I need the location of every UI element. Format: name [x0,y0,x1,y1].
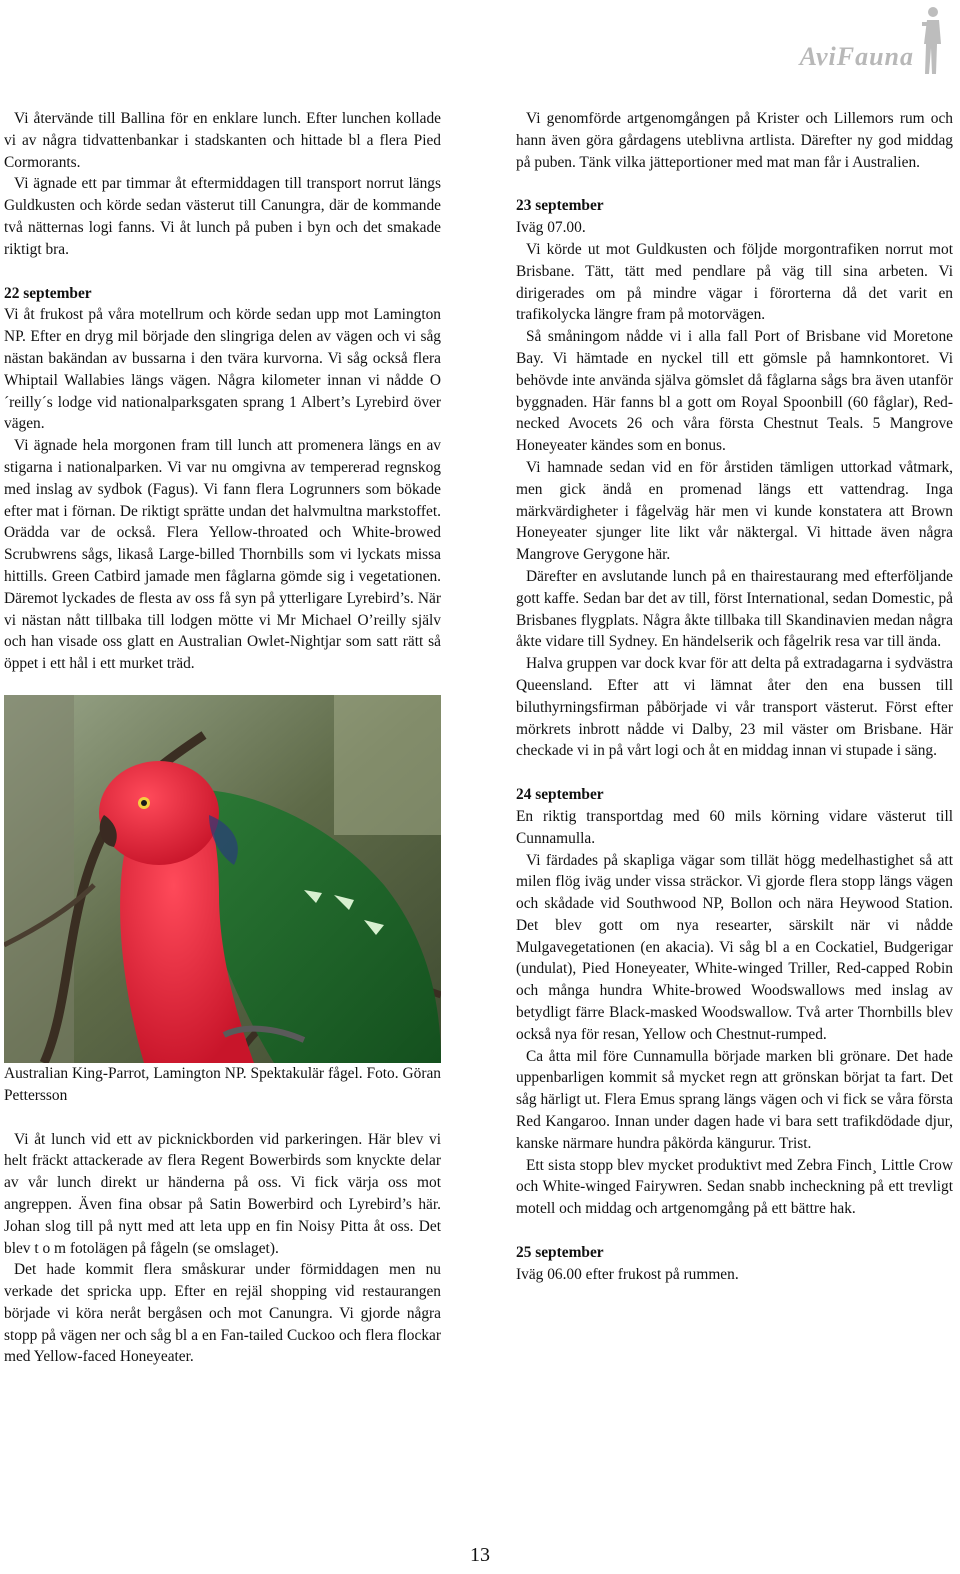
birdwatcher-icon [918,4,948,76]
left-column [4,108,441,1368]
logo-text [800,42,914,72]
body-paragraph: Ca åtta mil före Cunnamulla började marken bli grönare. Det hade uppenbarligen kommit så mycket regn att grönskan börjat ta fart. Det såg härligt ut. Flera Emus sprang längs vägen och vi fick se våra första Red Kangaroo. Innan under dagen hade vi bara sett trafikdödade djur, kanske närmare hundra påkörda kängurur. Trist. [516,1047,953,1152]
page-number: 13 [470,1544,490,1566]
body-paragraph: Ett sista stopp blev mycket produktivt med Zebra Finch¸ Little Crow och White-winged Fairywren. Sedan snabb incheckning på ett trevligt motell och middag och artgenomgång på ett bättre hak. [516,1156,953,1218]
body-paragraph: Därefter en avslutande lunch på en thairestaurang med efterföljande gott kaffe. Sedan bar det av till, först International, sedan Domestic, på Brisbanes flygplats. Några åkte tillbaka till Skandinavien medan några åkte vidare till Sydney. En händelserik och fågelrik resa var till ända. [516,567,953,651]
logo-word: AviFauna [799,42,914,71]
right-column [516,108,953,1286]
king-parrot-photo [4,695,441,1063]
body-paragraph: Vi åt frukost på våra motellrum och körde sedan upp mot Lamington NP. Efter en dryg mil började den slingriga delen av vägen och vi såg nästan bakändan av bussarna i den tvära kurvorna. Vi såg också flera Whiptail Wallabies längs vägen. Några kilometer innan vi nådde O´reilly´s lodge vid nationalparksgaten sprang 1 Albert’s Lyrebird över vägen. [4,306,441,433]
avifauna-logo [758,4,948,76]
body-paragraph: Vi ägnade ett par timmar åt eftermiddagen till transport norrut längs Guldkusten och körde sedan västerut till Canungra, där de kommande två nätternas logi fanns. Vi åt lunch på puben i byn och det smakade riktigt bra. [4,175,441,258]
body-paragraph: Vi genomförde artgenomgången på Krister och Lillemors rum och hann även göra gårdagens uteblivna artlista. Därefter ny god middag på puben. Tänk vilka jätteportioner med mat man får i Australien. [516,110,953,171]
body-paragraph: Iväg 07.00. [516,219,586,237]
body-paragraph: Så småningom nådde vi i alla fall Port of Brisbane vid Moretone Bay. Vi hämtade en nyckel till ett gömsle på hamnkontoret. Vi behövde inte använda själva gömslet då fåglarna sågs bra även utanför byggnaden. Här fanns bl a gott om Royal Spoonbill (60 fåglar), Red-necked Avocets 26 och våra första Chestnut Teals. 5 Mangrove Honeyeater kändes som en bonus. [516,328,953,455]
parrot-image [4,695,441,1063]
date-heading: 24 september [516,786,604,804]
body-paragraph: En riktig transportdag med 60 mils körning vidare västerut till Cunnamulla. [516,807,953,847]
date-heading: 23 september [516,197,604,215]
photo-caption: Australian King-Parrot, Lamington NP. Spektakulär fågel. Foto. Göran Pettersson [4,1064,441,1104]
date-heading: 25 september [516,1244,604,1262]
body-paragraph: Vi hamnade sedan vid en för årstiden tämligen uttorkad våtmark, men gick ändå en promenad längs ett vattendrag. Inga märkvärdigheter i fågelväg här men vi kunde konstatera att Brown Honeyeater sjunger lite likt vår näktergal. Vi hittade även några Mangrove Gerygone här. [516,458,953,564]
body-paragraph: Vi ägnade hela morgonen fram till lunch att promenera längs en av stigarna i nationalparken. Vi var nu omgivna av tempererad regnskog med inslag av sydbok (Fagus). Vi fann flera Logrunners som bökade efter mat i förnan. De riktigt sprätte undan det halvmultna markstoffet. Orädda var de också. Flera Yellow-throated och White-browed Scrubwrens sågs, likaså Large-billed Thornbills som vi lyckats missa hittills. Green Catbird jamade men fåglarna gömde sig i vegetationen. Däremot lyckades de flesta av oss få syn på ytterligare Lyrebird’s. När vi nästan nått tillbaka till lodgen mötte vi Mr Michael O’reilly själv och han visade oss glatt en Australian Owlet-Nightjar som satt rätt så öppet i ett hål i ett murket träd. [4,437,441,673]
body-paragraph: Iväg 06.00 efter frukost på rummen. [516,1265,739,1283]
body-paragraph: Det hade kommit flera småskurar under förmiddagen men nu verkade det spricka upp. Efter en rejäl shopping vid restaurangen började vi köra neråt bergåsen och mot Canungra. Vi gjorde några stopp på vägen ner och såg bl a en Fan-tailed Cuckoo och flera flockar med Yellow-faced Honeyeater. [4,1261,441,1366]
body-paragraph: Vi färdades på skapliga vägar som tillät högg medelhastighet så att milen flög iväg under vissa sträckor. Vi gjorde flera stopp längs vägen och skådade vid Southwood NP, Bollon och nära Heywood Station. Det blev gott om nya researter, särskilt när vi nådde Mulgavegetationen (en akacia). Vi såg bl a en Cockatiel, Budgerigar (undulat), Pied Honeyeater, White-winged Triller, Red-capped Robin och många hundra White-browed Woodswallows med inslag av betydligt färre Black-masked Woodswallow. Två arter Thornbills blev också nya för resan, Yellow och Chestnut-rumped. [516,851,953,1043]
body-paragraph: Vi återvände till Ballina för en enklare lunch. Efter lunchen kollade vi av några tidvattenbankar i stadskanten och hittade bl a flera Pied Cormorants. [4,110,441,171]
body-paragraph: Halva gruppen var dock kvar för att delta på extradagarna i sydvästra Queensland. Efter att vi lämnat åter den ena bussen till biluthyrningsfirman påbörjade vi vår transport västerut. Först efter mörkrets inbrott nådde vi Dalby, 23 mil väster om Brisbane. Här checkade vi in på vårt logi och åt en middag innan vi stupade i säng. [516,655,953,760]
body-paragraph: Vi körde ut mot Guldkusten och följde morgontrafiken norrut mot Brisbane. Tätt, tätt med pendlare på väg till sina arbeten. Vi dirigerades om på mindre vägar i förorterna då det varit en trafikolycka längre fram på motorvägen. [516,240,953,324]
body-paragraph: Vi åt lunch vid ett av picknickborden vid parkeringen. Här blev vi helt fräckt attackerade av flera Regent Bowerbirds som knyckte delar av vår lunch direkt ur händerna på oss. Vi fick värja oss mot angreppen. Även fina obsar på Satin Bowerbird och Lyrebird’s här. Johan slog till på nytt med att leta upp en fin Noisy Pitta åt oss. Det blev t o m fotolägen på fågeln (se omslaget). [4,1130,441,1257]
date-heading: 22 september [4,284,92,302]
